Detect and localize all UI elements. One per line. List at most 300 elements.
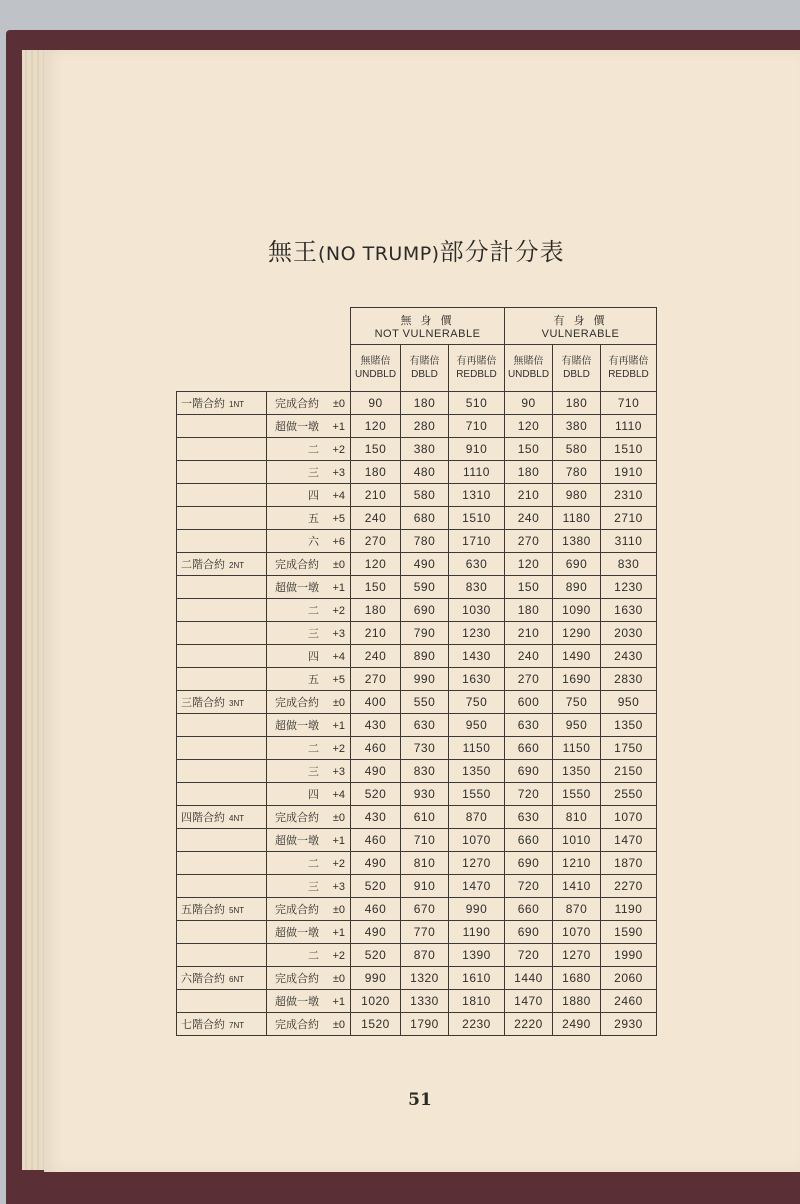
score-cell: 490 (351, 760, 401, 783)
score-cell: 660 (505, 898, 553, 921)
col-en: UNDBLD (354, 369, 397, 380)
table-row (177, 737, 657, 760)
table-row (177, 461, 657, 484)
score-cell: 710 (401, 829, 449, 852)
table-row (177, 599, 657, 622)
not-vulnerable-en: NOT VULNERABLE (374, 328, 481, 340)
score-cell: 1510 (449, 507, 505, 530)
score-cell: 480 (401, 461, 449, 484)
trick-result (267, 990, 351, 1013)
col-zh: 有再賭倍 (608, 356, 649, 367)
contract-level-label: 一階合約 (181, 398, 225, 410)
contract-level-label: 五階合約 (181, 904, 225, 916)
score-cell: 510 (449, 392, 505, 415)
score-cell: 120 (351, 415, 401, 438)
trick-result-label: 超做一墩 (275, 835, 319, 847)
score-cell: 680 (401, 507, 449, 530)
score-cell: 1550 (449, 783, 505, 806)
contract-level (177, 438, 267, 461)
score-cell: 2460 (601, 990, 657, 1013)
trick-result-label: 三 (308, 881, 319, 893)
score-cell: 950 (601, 691, 657, 714)
score-cell: 1310 (449, 484, 505, 507)
col-header-vul-undbld (505, 345, 553, 392)
trick-result-label: 四 (308, 651, 319, 663)
contract-level (177, 921, 267, 944)
trick-result (267, 967, 351, 990)
trick-result-code: +6 (332, 536, 345, 548)
not-vulnerable-zh: 無 身 價 (400, 315, 455, 327)
col-en: REDBLD (456, 369, 497, 380)
score-cell: 660 (505, 829, 553, 852)
table-row (177, 622, 657, 645)
table-row (177, 829, 657, 852)
col-en: REDBLD (608, 369, 649, 380)
title-chinese-suffix: 部分計分表 (439, 238, 565, 266)
trick-result-label: 二 (308, 444, 319, 456)
score-cell: 690 (401, 599, 449, 622)
score-cell: 490 (351, 921, 401, 944)
trick-result-code: +2 (332, 858, 345, 870)
score-cell: 990 (401, 668, 449, 691)
trick-result (267, 875, 351, 898)
contract-level-label: 四階合約 (181, 812, 225, 824)
score-cell: 1630 (601, 599, 657, 622)
contract-level (177, 415, 267, 438)
contract-level-label: 三階合約 (181, 697, 225, 709)
trick-result-label: 完成合約 (275, 1019, 319, 1031)
trick-result (267, 852, 351, 875)
trick-result-label: 超做一墩 (275, 996, 319, 1008)
score-cell: 3110 (601, 530, 657, 553)
score-cell: 1810 (449, 990, 505, 1013)
page-number: 51 (408, 1090, 432, 1110)
trick-result-code: +4 (332, 490, 345, 502)
score-cell: 1210 (553, 852, 601, 875)
trick-result-code: +2 (332, 743, 345, 755)
score-cell: 1190 (601, 898, 657, 921)
trick-result (267, 1013, 351, 1036)
col-zh: 有賭倍 (409, 356, 440, 367)
score-cell: 1520 (351, 1013, 401, 1036)
score-cell: 1110 (449, 461, 505, 484)
score-cell: 2490 (553, 1013, 601, 1036)
score-cell: 600 (505, 691, 553, 714)
score-cell: 240 (351, 507, 401, 530)
score-cell: 1150 (553, 737, 601, 760)
table-row (177, 1013, 657, 1036)
score-cell: 120 (351, 553, 401, 576)
score-cell: 890 (553, 576, 601, 599)
contract-level-code: 3NT (229, 699, 245, 708)
score-cell: 270 (505, 668, 553, 691)
trick-result (267, 507, 351, 530)
col-header-dbld (401, 345, 449, 392)
trick-result-label: 三 (308, 628, 319, 640)
trick-result (267, 921, 351, 944)
trick-result-code: +4 (332, 789, 345, 801)
score-cell: 1510 (601, 438, 657, 461)
score-cell: 710 (449, 415, 505, 438)
contract-level-label: 六階合約 (181, 973, 225, 985)
table-row (177, 691, 657, 714)
table-row (177, 921, 657, 944)
no-trump-score-table (176, 307, 657, 1036)
trick-result-label: 五 (308, 513, 319, 525)
col-zh: 有賭倍 (561, 356, 592, 367)
score-cell: 630 (505, 714, 553, 737)
contract-level-label: 七階合約 (181, 1019, 225, 1031)
score-cell: 210 (505, 622, 553, 645)
trick-result (267, 806, 351, 829)
contract-level (177, 875, 267, 898)
score-cell: 1380 (553, 530, 601, 553)
score-cell: 2930 (601, 1013, 657, 1036)
score-cell: 380 (553, 415, 601, 438)
score-cell: 980 (553, 484, 601, 507)
contract-level (177, 645, 267, 668)
contract-level (177, 484, 267, 507)
score-cell: 1680 (553, 967, 601, 990)
score-cell: 1390 (449, 944, 505, 967)
trick-result-label: 六 (308, 536, 319, 548)
score-cell: 1630 (449, 668, 505, 691)
score-cell: 2150 (601, 760, 657, 783)
page-title (268, 232, 598, 267)
contract-level (177, 944, 267, 967)
score-cell: 150 (505, 438, 553, 461)
trick-result-code: +2 (332, 950, 345, 962)
score-cell: 2710 (601, 507, 657, 530)
trick-result-code: +3 (332, 628, 345, 640)
not-vulnerable-header (351, 308, 505, 345)
score-cell: 1750 (601, 737, 657, 760)
score-cell: 750 (449, 691, 505, 714)
score-cell: 1990 (601, 944, 657, 967)
score-cell: 240 (351, 645, 401, 668)
score-cell: 280 (401, 415, 449, 438)
trick-result (267, 392, 351, 415)
score-cell: 810 (553, 806, 601, 829)
score-cell: 750 (553, 691, 601, 714)
table-row (177, 875, 657, 898)
score-cell: 590 (401, 576, 449, 599)
score-cell: 180 (401, 392, 449, 415)
score-cell: 2220 (505, 1013, 553, 1036)
contract-level-code: 1NT (229, 400, 245, 409)
contract-level (177, 806, 267, 829)
trick-result-label: 完成合約 (275, 812, 319, 824)
table-row (177, 438, 657, 461)
score-cell: 1070 (449, 829, 505, 852)
trick-result-label: 四 (308, 490, 319, 502)
table-row (177, 944, 657, 967)
table-row (177, 783, 657, 806)
contract-level (177, 668, 267, 691)
score-cell: 1470 (449, 875, 505, 898)
score-cell: 1070 (553, 921, 601, 944)
score-cell: 2430 (601, 645, 657, 668)
score-cell: 1020 (351, 990, 401, 1013)
score-cell: 2230 (449, 1013, 505, 1036)
score-cell: 210 (505, 484, 553, 507)
trick-result-label: 二 (308, 743, 319, 755)
score-cell: 810 (401, 852, 449, 875)
score-cell: 1880 (553, 990, 601, 1013)
score-cell: 770 (401, 921, 449, 944)
score-cell: 950 (553, 714, 601, 737)
col-zh: 有再賭倍 (456, 356, 497, 367)
trick-result-label: 三 (308, 467, 319, 479)
contract-level-code: 5NT (229, 906, 245, 915)
score-cell: 730 (401, 737, 449, 760)
contract-level (177, 898, 267, 921)
trick-result-code: +1 (332, 582, 345, 594)
score-cell: 830 (401, 760, 449, 783)
trick-result-code: ±0 (332, 1019, 345, 1031)
score-cell: 870 (401, 944, 449, 967)
score-cell: 790 (401, 622, 449, 645)
score-cell: 1610 (449, 967, 505, 990)
score-cell: 1330 (401, 990, 449, 1013)
score-cell: 660 (505, 737, 553, 760)
trick-result (267, 691, 351, 714)
trick-result-label: 完成合約 (275, 559, 319, 571)
score-cell: 270 (351, 530, 401, 553)
score-cell: 120 (505, 415, 553, 438)
table-row (177, 852, 657, 875)
score-cell: 630 (449, 553, 505, 576)
trick-result-code: +3 (332, 766, 345, 778)
score-cell: 990 (351, 967, 401, 990)
contract-level (177, 760, 267, 783)
contract-level (177, 829, 267, 852)
trick-result (267, 783, 351, 806)
trick-result-label: 超做一墩 (275, 927, 319, 939)
trick-result (267, 760, 351, 783)
score-cell: 90 (351, 392, 401, 415)
score-cell: 690 (505, 852, 553, 875)
score-cell: 690 (505, 921, 553, 944)
col-zh: 無賭倍 (360, 356, 391, 367)
score-cell: 1270 (553, 944, 601, 967)
score-cell: 1490 (553, 645, 601, 668)
score-cell: 120 (505, 553, 553, 576)
score-cell: 1910 (601, 461, 657, 484)
score-cell: 1230 (449, 622, 505, 645)
table-row (177, 806, 657, 829)
vulnerable-en: VULNERABLE (541, 328, 620, 340)
contract-level (177, 737, 267, 760)
col-zh: 無賭倍 (513, 356, 544, 367)
trick-result (267, 415, 351, 438)
score-cell: 1550 (553, 783, 601, 806)
col-header-vul-dbld (553, 345, 601, 392)
score-cell: 490 (351, 852, 401, 875)
score-cell: 2270 (601, 875, 657, 898)
table-row (177, 530, 657, 553)
score-cell: 720 (505, 944, 553, 967)
trick-result (267, 622, 351, 645)
score-cell: 930 (401, 783, 449, 806)
trick-result (267, 576, 351, 599)
score-cell: 1790 (401, 1013, 449, 1036)
score-cell: 180 (351, 599, 401, 622)
trick-result-label: 超做一墩 (275, 421, 319, 433)
trick-result-label: 完成合約 (275, 904, 319, 916)
score-cell: 1710 (449, 530, 505, 553)
trick-result (267, 944, 351, 967)
trick-result-code: +4 (332, 651, 345, 663)
score-cell: 1070 (601, 806, 657, 829)
trick-result-code: +1 (332, 835, 345, 847)
trick-result-label: 完成合約 (275, 398, 319, 410)
trick-result-label: 完成合約 (275, 697, 319, 709)
trick-result-code: +2 (332, 444, 345, 456)
contract-level (177, 576, 267, 599)
table-row (177, 392, 657, 415)
contract-level (177, 967, 267, 990)
score-cell: 520 (351, 783, 401, 806)
score-cell: 180 (553, 392, 601, 415)
col-header-undbld (351, 345, 401, 392)
score-cell: 890 (401, 645, 449, 668)
score-cell: 870 (553, 898, 601, 921)
score-cell: 460 (351, 737, 401, 760)
trick-result (267, 484, 351, 507)
score-cell: 1290 (553, 622, 601, 645)
col-en: UNDBLD (507, 369, 550, 380)
score-cell: 2030 (601, 622, 657, 645)
score-cell: 460 (351, 898, 401, 921)
score-cell: 630 (401, 714, 449, 737)
trick-result-code: +3 (332, 467, 345, 479)
score-cell: 1870 (601, 852, 657, 875)
score-cell: 1270 (449, 852, 505, 875)
score-cell: 210 (351, 622, 401, 645)
title-english: (NO TRUMP) (318, 243, 440, 265)
score-cell: 400 (351, 691, 401, 714)
score-cell: 910 (449, 438, 505, 461)
col-header-redbld (449, 345, 505, 392)
score-cell: 690 (553, 553, 601, 576)
vulnerable-zh: 有 身 價 (553, 315, 608, 327)
trick-result-label: 五 (308, 674, 319, 686)
score-cell: 1320 (401, 967, 449, 990)
trick-result-code: +2 (332, 605, 345, 617)
score-cell: 520 (351, 875, 401, 898)
score-cell: 870 (449, 806, 505, 829)
score-cell: 2310 (601, 484, 657, 507)
score-cell: 270 (351, 668, 401, 691)
score-cell: 550 (401, 691, 449, 714)
table-row (177, 645, 657, 668)
contract-level (177, 714, 267, 737)
trick-result (267, 530, 351, 553)
score-cell: 1690 (553, 668, 601, 691)
table-row (177, 415, 657, 438)
score-cell: 1350 (553, 760, 601, 783)
trick-result (267, 461, 351, 484)
title-chinese-prefix: 無王 (268, 238, 318, 266)
score-cell: 630 (505, 806, 553, 829)
contract-level-code: 2NT (229, 561, 245, 570)
score-cell: 1470 (505, 990, 553, 1013)
trick-result-code: ±0 (332, 697, 345, 709)
score-cell: 430 (351, 714, 401, 737)
trick-result (267, 829, 351, 852)
score-cell: 580 (401, 484, 449, 507)
trick-result-code: +1 (332, 421, 345, 433)
contract-level (177, 599, 267, 622)
score-cell: 2830 (601, 668, 657, 691)
score-cell: 1190 (449, 921, 505, 944)
trick-result (267, 668, 351, 691)
score-cell: 150 (351, 576, 401, 599)
table-row (177, 898, 657, 921)
contract-level (177, 461, 267, 484)
table-row (177, 990, 657, 1013)
score-cell: 460 (351, 829, 401, 852)
contract-level-code: 4NT (229, 814, 245, 823)
score-cell: 520 (351, 944, 401, 967)
trick-result (267, 645, 351, 668)
score-cell: 950 (449, 714, 505, 737)
trick-result-label: 二 (308, 950, 319, 962)
score-cell: 720 (505, 875, 553, 898)
contract-level (177, 852, 267, 875)
vulnerable-header (505, 308, 657, 345)
score-cell: 1090 (553, 599, 601, 622)
score-cell: 830 (601, 553, 657, 576)
score-cell: 2550 (601, 783, 657, 806)
contract-level (177, 622, 267, 645)
trick-result-code: +5 (332, 674, 345, 686)
score-cell: 210 (351, 484, 401, 507)
trick-result-code: +1 (332, 927, 345, 939)
trick-result-label: 四 (308, 789, 319, 801)
score-cell: 1010 (553, 829, 601, 852)
table-row (177, 507, 657, 530)
trick-result (267, 553, 351, 576)
trick-result-label: 超做一墩 (275, 720, 319, 732)
score-cell: 180 (505, 461, 553, 484)
score-cell: 610 (401, 806, 449, 829)
score-cell: 150 (351, 438, 401, 461)
score-cell: 430 (351, 806, 401, 829)
score-cell: 1230 (601, 576, 657, 599)
trick-result-label: 超做一墩 (275, 582, 319, 594)
col-header-vul-redbld (601, 345, 657, 392)
trick-result-code: ±0 (332, 398, 345, 410)
table-row (177, 553, 657, 576)
score-cell: 1590 (601, 921, 657, 944)
trick-result-code: +1 (332, 996, 345, 1008)
score-cell: 830 (449, 576, 505, 599)
trick-result-label: 完成合約 (275, 973, 319, 985)
score-cell: 1350 (601, 714, 657, 737)
contract-level (177, 691, 267, 714)
score-cell: 1150 (449, 737, 505, 760)
score-cell: 1030 (449, 599, 505, 622)
score-cell: 1350 (449, 760, 505, 783)
trick-result-label: 三 (308, 766, 319, 778)
score-cell: 180 (505, 599, 553, 622)
table-row (177, 760, 657, 783)
score-cell: 380 (401, 438, 449, 461)
contract-level-code: 7NT (229, 1021, 245, 1030)
trick-result-code: +1 (332, 720, 345, 732)
